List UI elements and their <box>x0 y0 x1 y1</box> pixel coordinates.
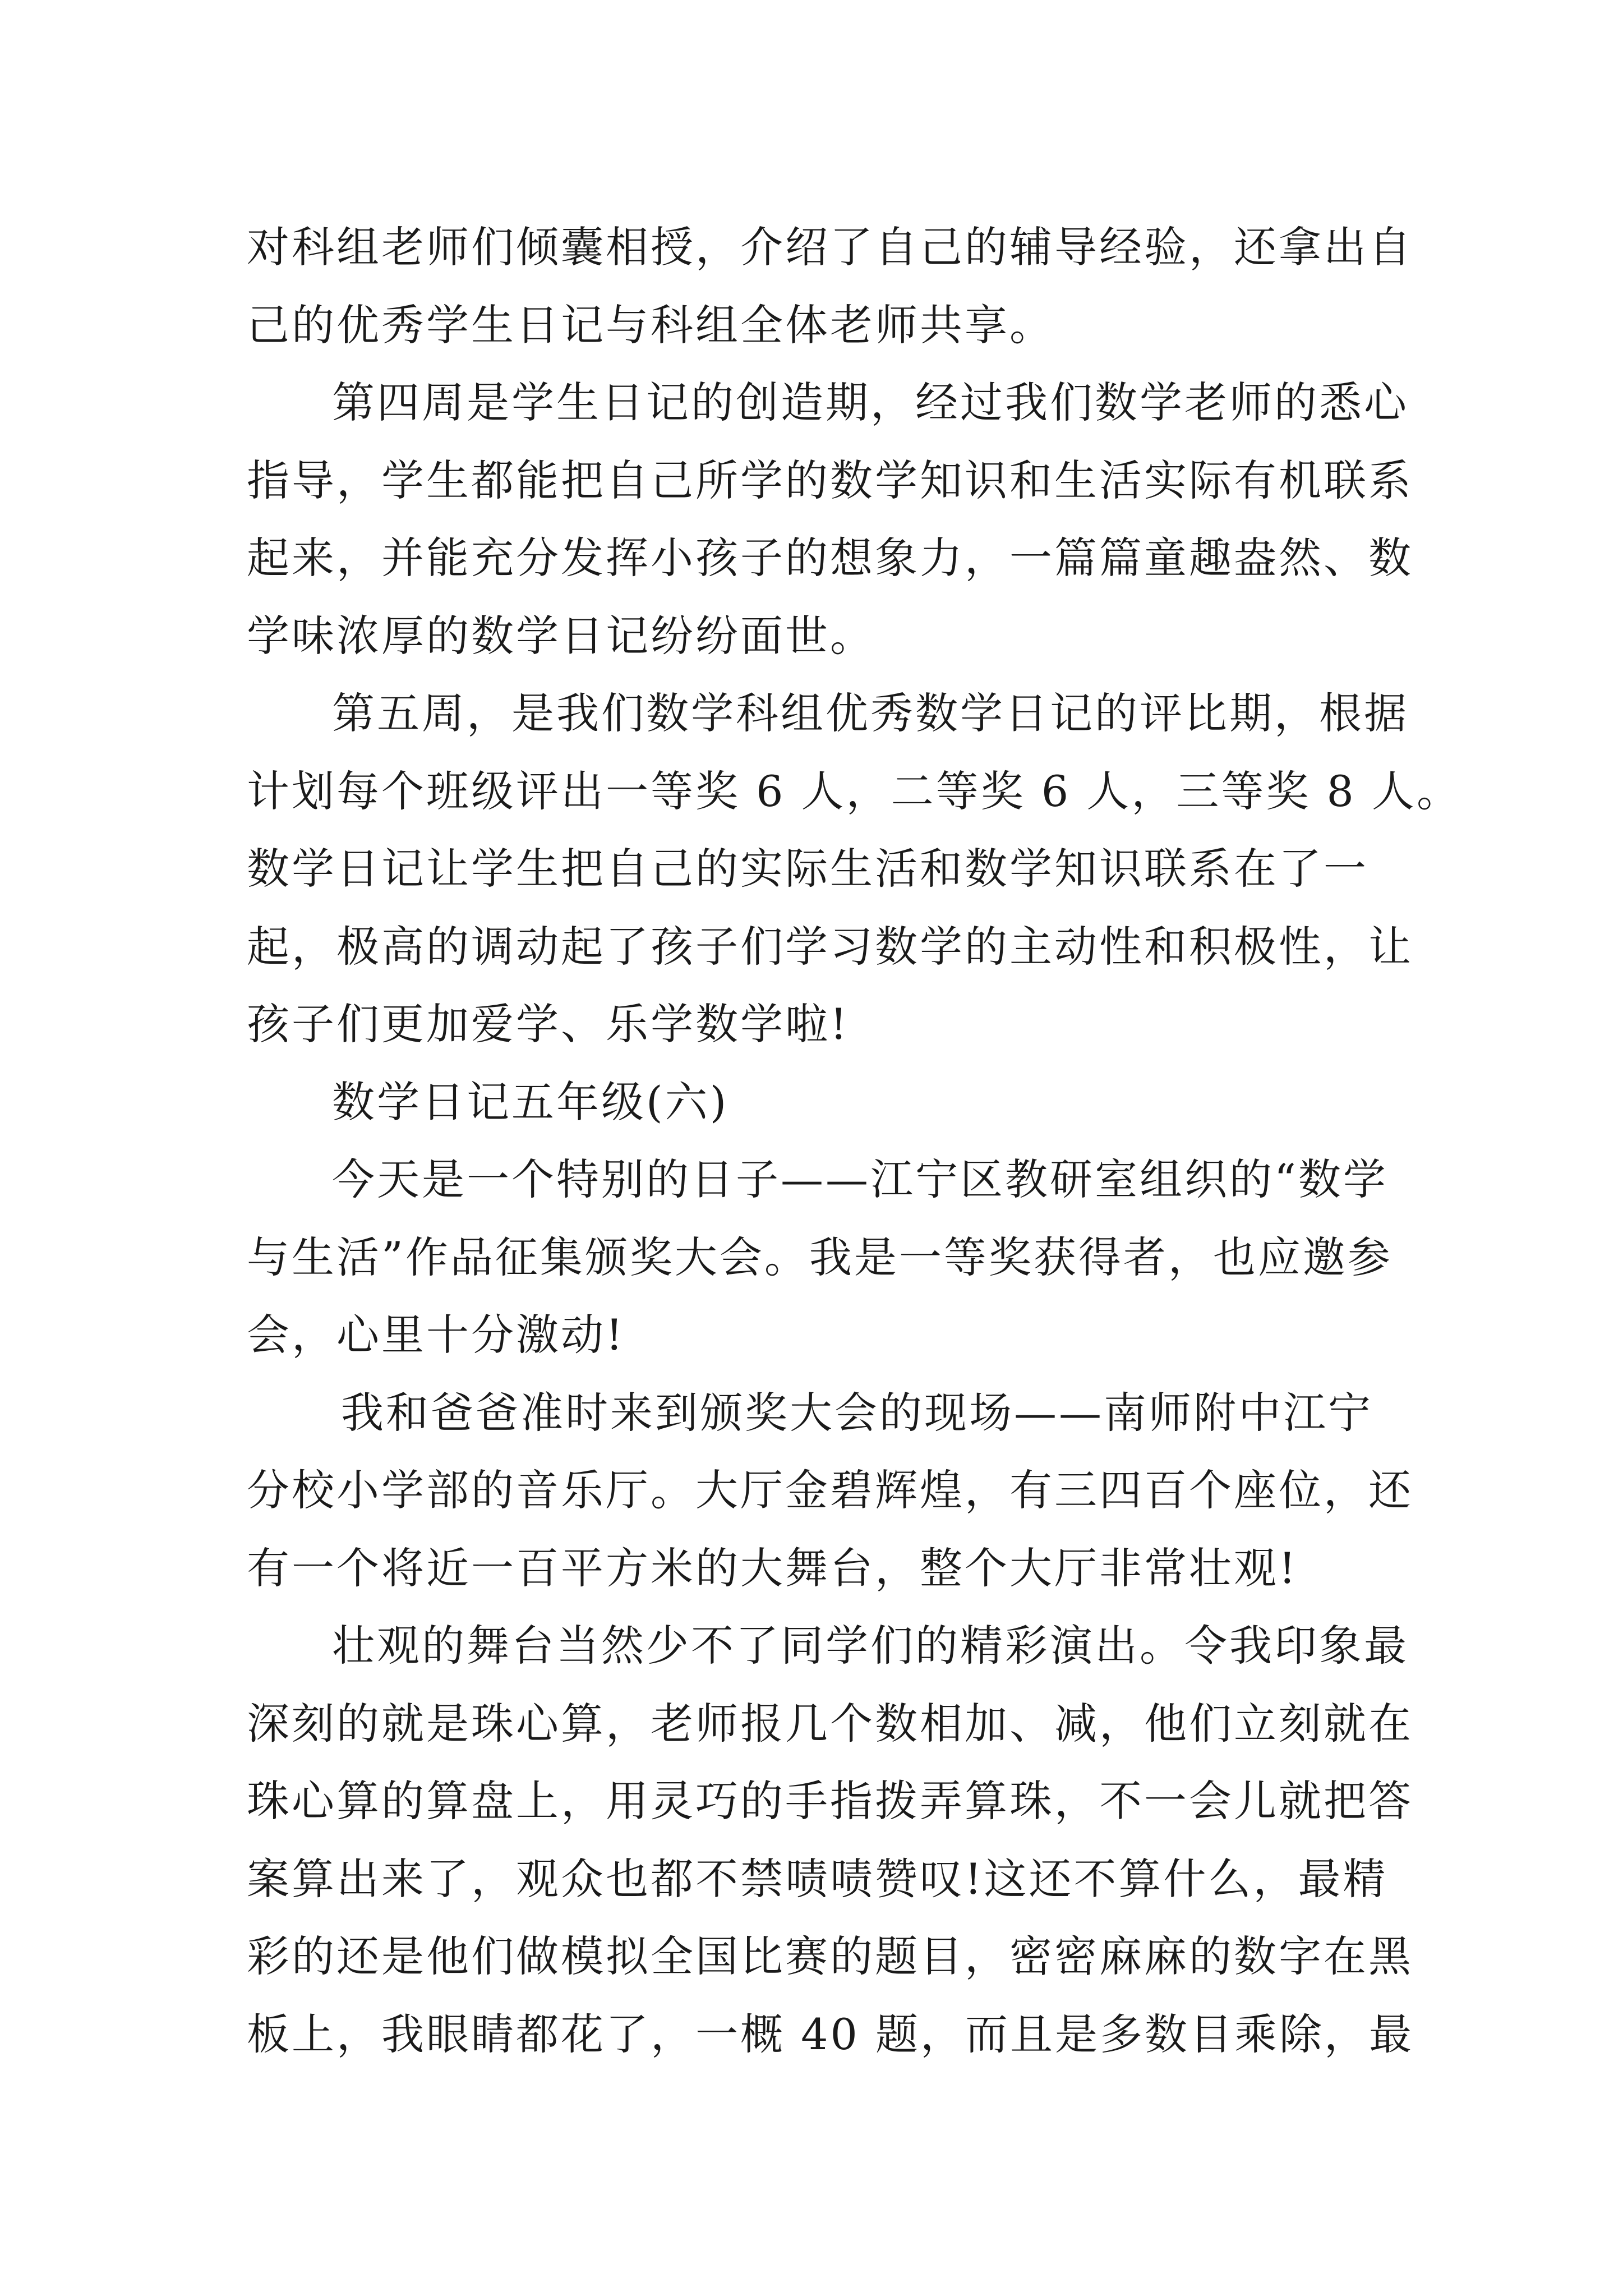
paragraph-start-line: 第四周是学生日记的创造期，经过我们数学老师的悉心 <box>332 378 1409 427</box>
text-line: 案算出来了，观众也都不禁啧啧赞叹!这还不算什么，最精 <box>247 1853 1388 1904</box>
text-line: 起来，并能充分发挥小孩子的想象力，一篇篇童趣盎然、数 <box>247 533 1413 583</box>
text-line: 深刻的就是珠心算，老师报几个数相加、减，他们立刻就在 <box>247 1698 1413 1749</box>
text-line: 对科组老师们倾囊相授，介绍了自己的辅导经验，还拿出自 <box>247 222 1413 272</box>
text-line: 与生活”作品征集颁奖大会。我是一等奖获得者，也应邀参 <box>247 1232 1393 1282</box>
text-line: 数学日记让学生把自己的实际生活和数学知识联系在了一 <box>247 844 1368 894</box>
text-line: 珠心算的算盘上，用灵巧的手指拨弄算珠，不一会儿就把答 <box>247 1776 1413 1826</box>
section-heading: 数学日记五年级(六) <box>332 1076 729 1127</box>
text-line: 计划每个班级评出一等奖 6 人，二等奖 6 人，三等奖 8 人。 <box>247 766 1462 816</box>
text-line: 有一个将近一百平方米的大舞台，整个大厅非常壮观! <box>247 1543 1298 1593</box>
paragraph-start-line: 第五周，是我们数学科组优秀数学日记的评比期，根据 <box>332 688 1409 738</box>
text-line: 指导，学生都能把自己所学的数学知识和生活实际有机联系 <box>247 455 1413 505</box>
paragraph-start-line: 今天是一个特别的日子——江宁区教研室组织的“数学 <box>332 1154 1388 1204</box>
text-line: 孩子们更加爱学、乐学数学啦! <box>247 999 850 1049</box>
text-line: 分校小学部的音乐厅。大厅金碧辉煌，有三四百个座位，还 <box>247 1465 1413 1515</box>
body-text <box>247 209 1462 2073</box>
text-line: 己的优秀学生日记与科组全体老师共享。 <box>247 300 1054 350</box>
paragraph-start-line: 我和爸爸准时来到颁奖大会的现场——南师附中江宁 <box>341 1387 1373 1438</box>
text-line: 彩的还是他们做模拟全国比赛的题目，密密麻麻的数字在黑 <box>247 1931 1413 1981</box>
text-line: 起，极高的调动起了孩子们学习数学的主动性和积极性，让 <box>247 921 1413 972</box>
text-line: 学味浓厚的数学日记纷纷面世。 <box>247 610 875 661</box>
text-line: 板上，我眼睛都花了，一概 40 题，而且是多数目乘除，最 <box>247 2009 1414 2059</box>
paragraph-start-line: 壮观的舞台当然少不了同学们的精彩演出。令我印象最 <box>332 1621 1409 1671</box>
text-line: 会，心里十分激动! <box>247 1310 625 1360</box>
